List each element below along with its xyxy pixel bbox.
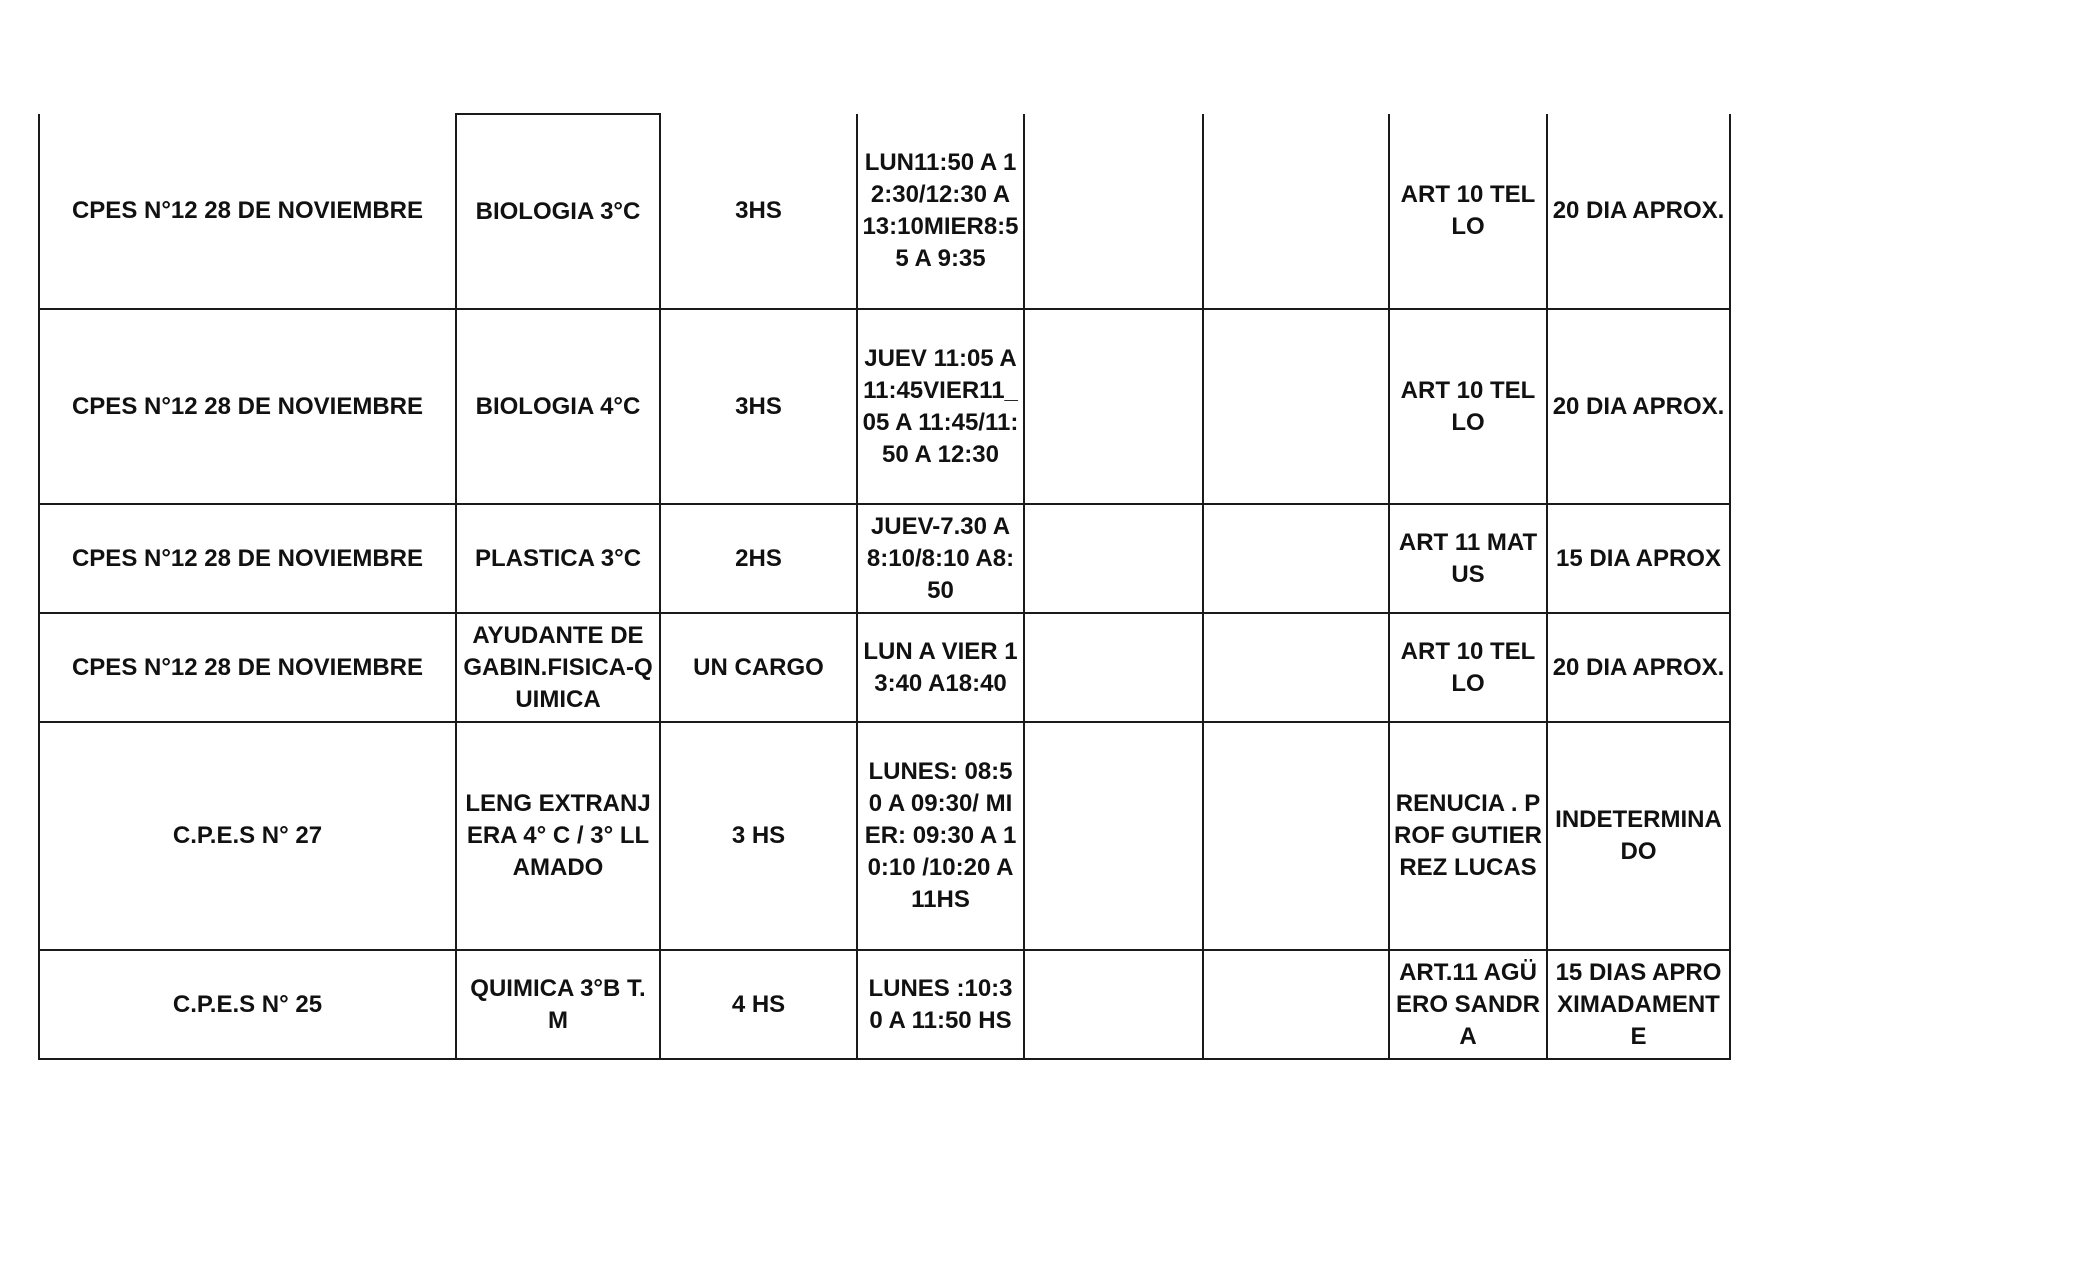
table-row: [39, 504, 1730, 613]
schedule-cell: JUEV-7.30 A8:10/8:10 A8:50: [857, 504, 1024, 613]
hours-cell: 3HS: [660, 114, 857, 309]
hours-cell: 3HS: [660, 309, 857, 504]
subject-cell: AYUDANTE DE GABIN.FISICA-QUIMICA: [456, 613, 660, 722]
duration-cell: 20 DIA APROX.: [1547, 613, 1730, 722]
empty-cell: [1203, 950, 1389, 1059]
reason-cell: ART 10 TELLO: [1389, 114, 1547, 309]
table-row: [39, 613, 1730, 722]
hours-cell: 3 HS: [660, 722, 857, 950]
table-row: [39, 309, 1730, 504]
table-row: [39, 114, 1730, 309]
reason-cell: ART 11 MATUS: [1389, 504, 1547, 613]
duration-cell: 15 DIAS APROXIMADAMENTE: [1547, 950, 1730, 1059]
school-cell: C.P.E.S N° 27: [39, 722, 456, 950]
schedule-cell: JUEV 11:05 A 11:45VIER11_05 A 11:45/11:50 A 12:30: [857, 309, 1024, 504]
empty-cell: [1203, 613, 1389, 722]
schedule-cell: LUN A VIER 13:40 A18:40: [857, 613, 1024, 722]
schedule-cell: LUNES: 08:50 A 09:30/ MIER: 09:30 A 10:10 /10:20 A 11HS: [857, 722, 1024, 950]
school-cell: C.P.E.S N° 25: [39, 950, 456, 1059]
school-cell: CPES N°12 28 DE NOVIEMBRE: [39, 309, 456, 504]
reason-cell: RENUCIA . PROF GUTIERREZ LUCAS: [1389, 722, 1547, 950]
empty-cell: [1203, 114, 1389, 309]
school-cell: CPES N°12 28 DE NOVIEMBRE: [39, 504, 456, 613]
hours-cell: 2HS: [660, 504, 857, 613]
table-row: [39, 950, 1730, 1059]
empty-cell: [1024, 722, 1203, 950]
subject-cell: BIOLOGIA 4°C: [456, 309, 660, 504]
subject-cell: PLASTICA 3°C: [456, 504, 660, 613]
empty-cell: [1024, 950, 1203, 1059]
schedule-cell: LUNES :10:30 A 11:50 HS: [857, 950, 1024, 1059]
subject-cell: BIOLOGIA 3°C: [456, 114, 660, 309]
reason-cell: ART 10 TELLO: [1389, 613, 1547, 722]
duration-cell: INDETERMINADO: [1547, 722, 1730, 950]
subject-cell: QUIMICA 3°B T.M: [456, 950, 660, 1059]
empty-cell: [1024, 114, 1203, 309]
schedule-cell: LUN11:50 A 12:30/12:30 A 13:10MIER8:55 A 9:35: [857, 114, 1024, 309]
vacancy-table: [38, 113, 1731, 1060]
duration-cell: 20 DIA APROX.: [1547, 309, 1730, 504]
empty-cell: [1024, 309, 1203, 504]
school-cell: CPES N°12 28 DE NOVIEMBRE: [39, 114, 456, 309]
reason-cell: ART 10 TELLO: [1389, 309, 1547, 504]
duration-cell: 15 DIA APROX: [1547, 504, 1730, 613]
duration-cell: 20 DIA APROX.: [1547, 114, 1730, 309]
empty-cell: [1024, 613, 1203, 722]
empty-cell: [1203, 722, 1389, 950]
empty-cell: [1203, 309, 1389, 504]
school-cell: CPES N°12 28 DE NOVIEMBRE: [39, 613, 456, 722]
subject-cell: LENG EXTRANJERA 4° C / 3° LLAMADO: [456, 722, 660, 950]
hours-cell: UN CARGO: [660, 613, 857, 722]
empty-cell: [1203, 504, 1389, 613]
table-row: [39, 722, 1730, 950]
reason-cell: ART.11 AGÜERO SANDRA: [1389, 950, 1547, 1059]
hours-cell: 4 HS: [660, 950, 857, 1059]
empty-cell: [1024, 504, 1203, 613]
